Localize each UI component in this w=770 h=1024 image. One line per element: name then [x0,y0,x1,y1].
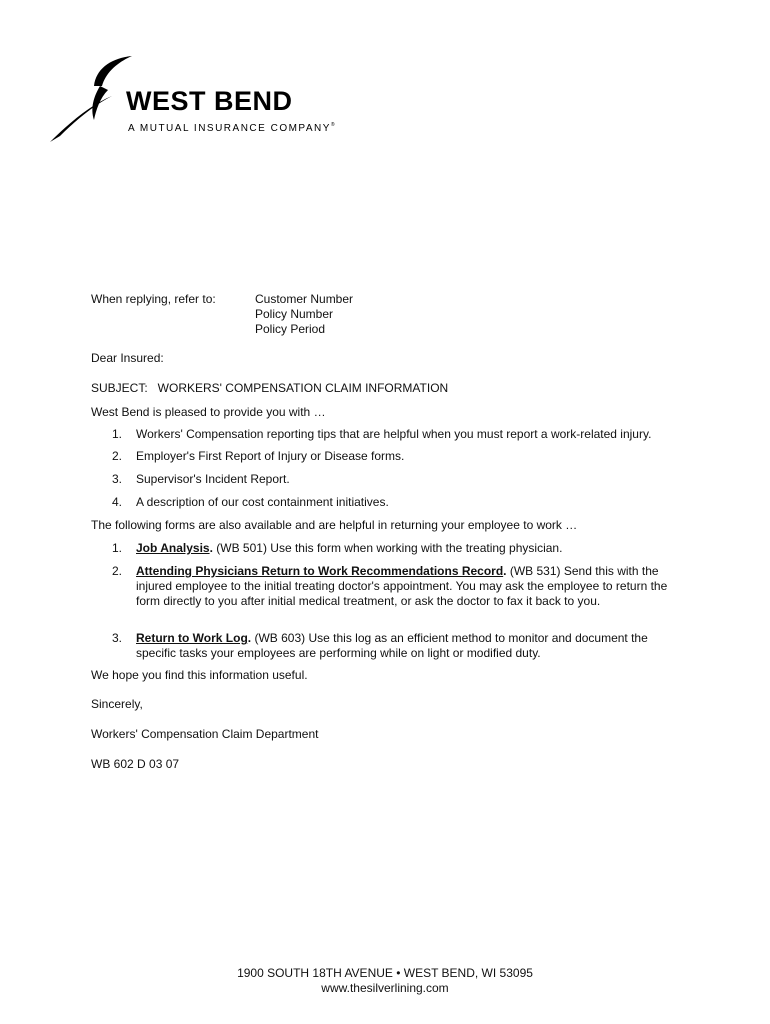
department-name: Workers' Compensation Claim Department [91,727,319,741]
form-title-return-to-work-log: Return to Work Log [136,631,248,645]
footer-website: www.thesilverlining.com [321,981,449,995]
footer-address: 1900 SOUTH 18TH AVENUE • WEST BEND, WI 53095 [237,966,533,980]
footer [0,966,770,996]
form-title-job-analysis: Job Analysis [136,541,210,555]
swoosh-logo-icon [48,52,138,148]
form-title-attending-physicians: Attending Physicians Return to Work Recommendations Record [136,564,504,578]
logo-wordmark: WEST BEND [126,86,293,116]
company-logo [48,52,348,148]
logo-tagline: A MUTUAL INSURANCE COMPANY® [128,122,337,134]
signoff: Sincerely, [91,697,143,711]
intro-text: West Bend is pleased to provide you with … [91,405,326,419]
salutation: Dear Insured: [91,351,164,365]
refer-item-customer-number: Customer Number [255,292,354,306]
subject-line: SUBJECT: WORKERS' COMPENSATION CLAIM INFORMATION [91,381,449,395]
forms-intro-text: The following forms are also available and are helpful in returning your employee to work … [91,518,578,532]
form-code: WB 602 D 03 07 [91,757,180,771]
refer-item-policy-number: Policy Number [255,307,334,321]
closing-line: We hope you find this information useful. [91,668,308,682]
refer-item-policy-period: Policy Period [255,322,326,336]
refer-list [255,292,353,337]
refer-label: When replying, refer to: [91,292,216,306]
